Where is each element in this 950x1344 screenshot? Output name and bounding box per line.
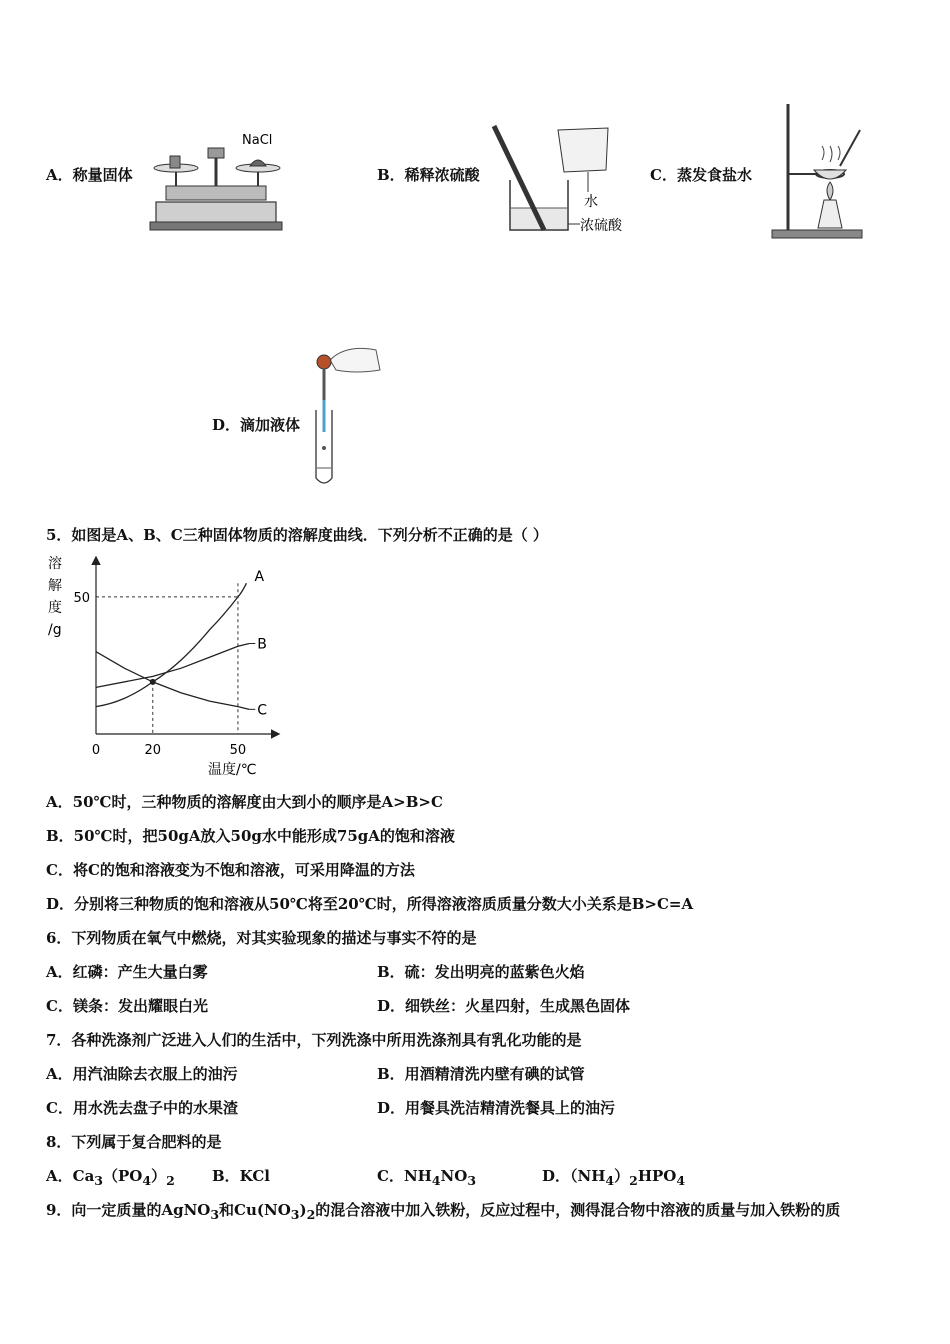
q8-stem: 8．下列属于复合肥料的是 xyxy=(46,1133,222,1151)
balance-figure xyxy=(146,124,286,234)
evaporating-dish xyxy=(814,170,846,179)
y-axis-label-char: 解 xyxy=(48,578,62,594)
option-d-label: D．滴加液体 xyxy=(212,416,301,434)
y-axis-label-char: /g xyxy=(48,622,62,638)
q8-option-b: B．KCl xyxy=(212,1167,270,1185)
option-c-label: C．蒸发食盐水 xyxy=(650,166,752,184)
y-axis-label-char: 度 xyxy=(48,600,62,616)
q6-stem: 6．下列物质在氧气中燃烧，对其实验现象的描述与事实不符的是 xyxy=(46,929,477,947)
pouring-cup xyxy=(558,128,608,172)
q5-option-b: B．50℃时，把50gA放入50g水中能形成75gA的饱和溶液 xyxy=(46,827,455,845)
q8-option-d: D．$(NH_4)_2HPO_4$ xyxy=(542,1167,686,1188)
q5-option-a: A．50℃时，三种物质的溶解度由大到小的顺序是A>B>C xyxy=(46,793,443,811)
q5-option-c: C．将C的饱和溶液变为不饱和溶液，可采用降温的方法 xyxy=(46,861,415,879)
q9-stem: 9．向一定质量的AgNO$_3$和$Cu(NO_3)_2$的混合溶液中加入铁粉，反应过程中，测得混合物中溶液的质量与加入铁粉的质 xyxy=(46,1201,841,1222)
x-tick-label: 0 xyxy=(91,743,101,758)
q6-option-d: D．细铁丝：火星四射，生成黑色固体 xyxy=(377,997,631,1015)
curve-label-b: B xyxy=(257,636,267,653)
x-tick-label: 20 xyxy=(144,743,162,758)
x-tick-label: 50 xyxy=(229,743,247,758)
nacl-label: NaCl xyxy=(242,133,273,148)
balance-beam xyxy=(166,186,266,200)
q5-option-d: D．分别将三种物质的饱和溶液从50℃将至20℃时，所得溶液溶质质量分数大小关系是B>C=A xyxy=(46,895,694,913)
acid-label: 浓硫酸 xyxy=(580,218,622,234)
q7-option-c: C．用水洗去盘子中的水果渣 xyxy=(46,1099,238,1117)
q6-option-a: A．红磷：产生大量白雾 xyxy=(46,963,208,981)
alcohol-lamp xyxy=(818,200,842,228)
dilution-figure xyxy=(488,120,638,238)
option-a-label: A．称量固体 xyxy=(46,166,133,184)
curve-a xyxy=(96,583,246,706)
q7-option-b: B．用酒精清洗内壁有碘的试管 xyxy=(377,1065,585,1083)
balance-foot xyxy=(150,222,282,230)
q6-option-b: B．硫：发出明亮的蓝紫色火焰 xyxy=(377,963,585,981)
x-axis-label: 温度/℃ xyxy=(208,762,257,778)
option-b-label: B．稀释浓硫酸 xyxy=(377,166,480,184)
q8-option-c: C．$NH_4NO_3$ xyxy=(377,1167,477,1188)
q5-stem: 5．如图是A、B、C三种固体物质的溶解度曲线．下列分析不正确的是（ ） xyxy=(46,526,548,544)
dropper-figure xyxy=(306,340,386,490)
y-tick-label: 50 xyxy=(73,590,90,606)
rubber-bulb xyxy=(317,355,331,369)
q7-option-a: A．用汽油除去衣服上的油污 xyxy=(46,1065,238,1083)
q6-option-c: C．镁条：发出耀眼白光 xyxy=(46,997,208,1015)
evaporation-figure xyxy=(768,100,868,242)
q7-stem: 7．各种洗涤剂广泛进入人们的生活中，下列洗涤中所用洗涤剂具有乳化功能的是 xyxy=(46,1031,582,1049)
solubility-chart xyxy=(40,550,300,778)
stand-base xyxy=(772,230,862,238)
hand xyxy=(330,348,380,372)
intersection-point xyxy=(150,679,156,685)
curve-label-a: A xyxy=(254,569,265,586)
balance-base xyxy=(156,202,276,224)
water-label: 水 xyxy=(584,194,598,210)
curve-label-c: C xyxy=(257,702,268,719)
q7-option-d: D．用餐具洗洁精清洗餐具上的油污 xyxy=(377,1099,616,1117)
y-axis-label-char: 溶 xyxy=(48,556,62,572)
nacl-pile xyxy=(250,160,266,166)
q8-option-a: A．$Ca_3(PO_4)_2$ xyxy=(46,1167,175,1188)
